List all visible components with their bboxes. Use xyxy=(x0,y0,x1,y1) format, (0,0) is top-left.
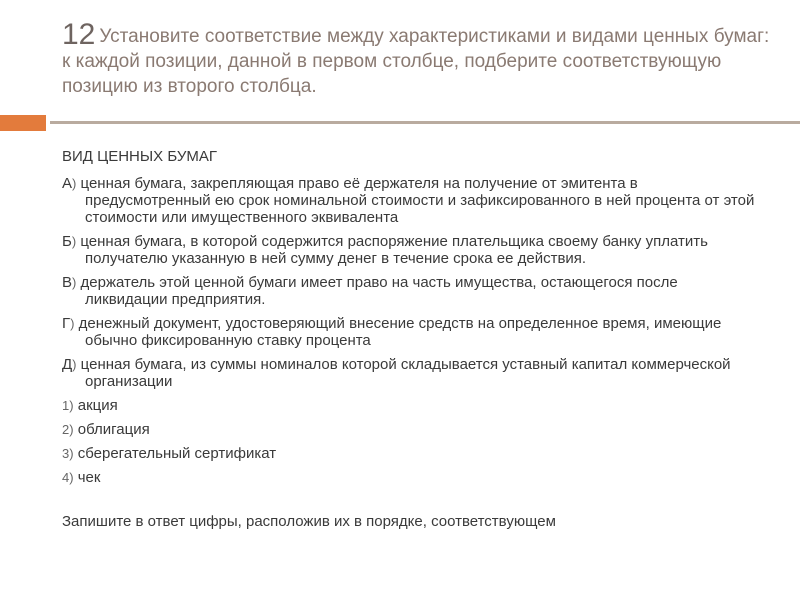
section-heading: ВИД ЦЕННЫХ БУМАГ xyxy=(62,148,217,165)
lettered-item-v: В) держатель этой ценной бумаги имеет право на часть имущества, остающегося после ликвидации предприятия. xyxy=(62,274,678,308)
slide-title xyxy=(62,18,772,99)
numbered-item-1: 1) акция xyxy=(62,397,118,414)
numbered-item-4: 4) чек xyxy=(62,469,101,486)
lettered-item-g: Г) денежный документ, удостоверяющий внесение средств на определенное время, имеющие обычно фиксированную ставку процента xyxy=(62,315,722,349)
accent-bar xyxy=(0,115,46,131)
answer-instruction: Запишите в ответ цифры, расположив их в порядке, соответствующем xyxy=(62,513,556,530)
question-text: Установите соответствие между характеристиками и видами ценных бумаг: к каждой позиции, данной в первом столбце, подберите соответствующую позицию из второго столбца. xyxy=(62,26,770,97)
title-divider xyxy=(50,121,800,124)
question-number: 12 xyxy=(62,18,96,51)
lettered-item-a: А) ценная бумага, закрепляющая право её держателя на получение от эмитента в предусмотренный ею срок номинальной стоимости и зафиксированного в ней процента от этой стоимости или имущественного эквивалента xyxy=(62,175,755,226)
lettered-item-d: Д) ценная бумага, из суммы номиналов которой складывается уставный капитал коммерческой организации xyxy=(62,356,731,390)
lettered-item-b: Б) ценная бумага, в которой содержится распоряжение плательщика своему банку уплатить получателю указанную в ней сумму денег в течение срока ее действия. xyxy=(62,233,708,267)
slide-body xyxy=(62,148,762,537)
numbered-item-3: 3) сберегательный сертификат xyxy=(62,445,277,462)
numbered-item-2: 2) облигация xyxy=(62,421,150,438)
